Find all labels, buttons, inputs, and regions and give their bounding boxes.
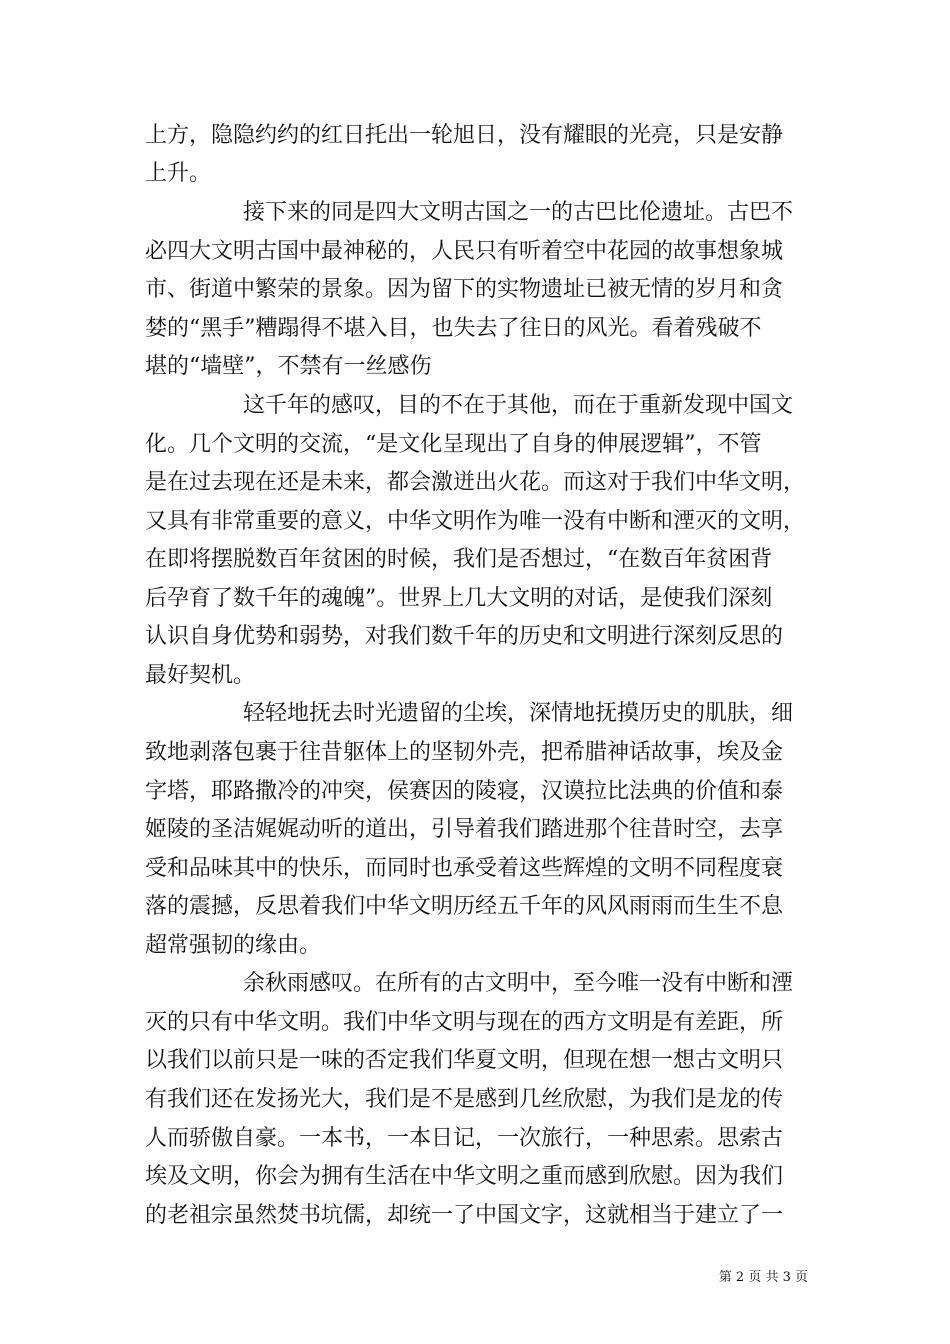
line-text: 是在过去现在还是未来，都会激迸出火花。而这对于我们中华文明， — [145, 470, 806, 495]
line-text: 堪的“墙壁”，不禁有一丝感伤 — [145, 354, 432, 379]
line-text: 在即将摆脱数百年贫困的时候，我们是否想过，“在数百年贫困背 — [145, 547, 773, 572]
line-text: 致地剥落包裹于往昔躯体上的坚韧外壳，把希腊神话故事，埃及金 — [145, 740, 784, 765]
line-text: 这千年的感叹，目的不在于其他，而在于重新发现中国文 — [243, 393, 794, 418]
line-text: 姬陵的圣洁娓娓动听的道出，引导着我们踏进那个往昔时空，去享 — [145, 817, 784, 842]
line-text: 化。几个文明的交流，“是文化呈现出了自身的伸展逻辑”，不管 — [145, 432, 762, 457]
line-text: 接下来的同是四大文明古国之一的古巴比伦遗址。古巴不 — [243, 200, 794, 225]
line-text: 字塔，耶路撒冷的冲突，侯赛因的陵寝，汉谟拉比法典的价值和泰 — [145, 779, 784, 804]
line-text: 埃及文明，你会为拥有生活在中华文明之重而感到欣慰。因为我们 — [145, 1164, 784, 1189]
line-text: 超常强韧的缘由。 — [145, 933, 322, 958]
line-text: 落的震撼，反思着我们中华文明历经五千年的风风雨雨而生生不息 — [145, 894, 784, 919]
line-text: 最好契机。 — [145, 663, 256, 688]
line-text: 灭的只有中华文明。我们中华文明与现在的西方文明是有差距，所 — [145, 1010, 784, 1035]
line-text: 后孕育了数千年的魂魄”。世界上几大文明的对话，是使我们深刻 — [145, 586, 773, 611]
line-text: 上升。 — [145, 161, 212, 186]
line-text: 受和品味其中的快乐，而同时也承受着这些辉煌的文明不同程度衰 — [145, 856, 784, 881]
line-text: 轻轻地抚去时光遗留的尘埃，深情地抚摸历史的肌肤，细 — [243, 701, 794, 726]
line-text: 婪的“黑手”糟蹋得不堪入目，也失去了往日的风光。看着残破不 — [145, 316, 762, 341]
line-text: 的老祖宗虽然焚书坑儒，却统一了中国文字，这就相当于建立了一 — [145, 1203, 784, 1228]
line-text: 必四大文明古国中最神秘的，人民只有听着空中花园的故事想象城 — [145, 239, 784, 264]
line-text: 以我们以前只是一味的否定我们华夏文明，但现在想一想古文明只 — [145, 1048, 784, 1073]
line-text: 上方，隐隐约约的红日托出一轮旭日，没有耀眼的光亮，只是安静 — [145, 123, 784, 148]
line-text: 市、街道中繁荣的景象。因为留下的实物遗址已被无情的岁月和贪 — [145, 277, 784, 302]
page-number-footer: 第 2 页 共 3 页 — [718, 1270, 808, 1285]
line-text: 余秋雨感叹。在所有的古文明中，至今唯一没有中断和湮 — [243, 971, 794, 996]
line-text: 认识自身优势和弱势，对我们数千年的历史和文明进行深刻反思的 — [145, 624, 784, 649]
line-text: 人而骄傲自豪。一本书，一本日记，一次旅行，一种思索。思索古 — [145, 1126, 784, 1151]
line-text: 有我们还在发扬光大，我们是不是感到几丝欣慰，为我们是龙的传 — [145, 1087, 784, 1112]
line-text: 又具有非常重要的意义，中华文明作为唯一没有中断和湮灭的文明， — [145, 509, 806, 534]
